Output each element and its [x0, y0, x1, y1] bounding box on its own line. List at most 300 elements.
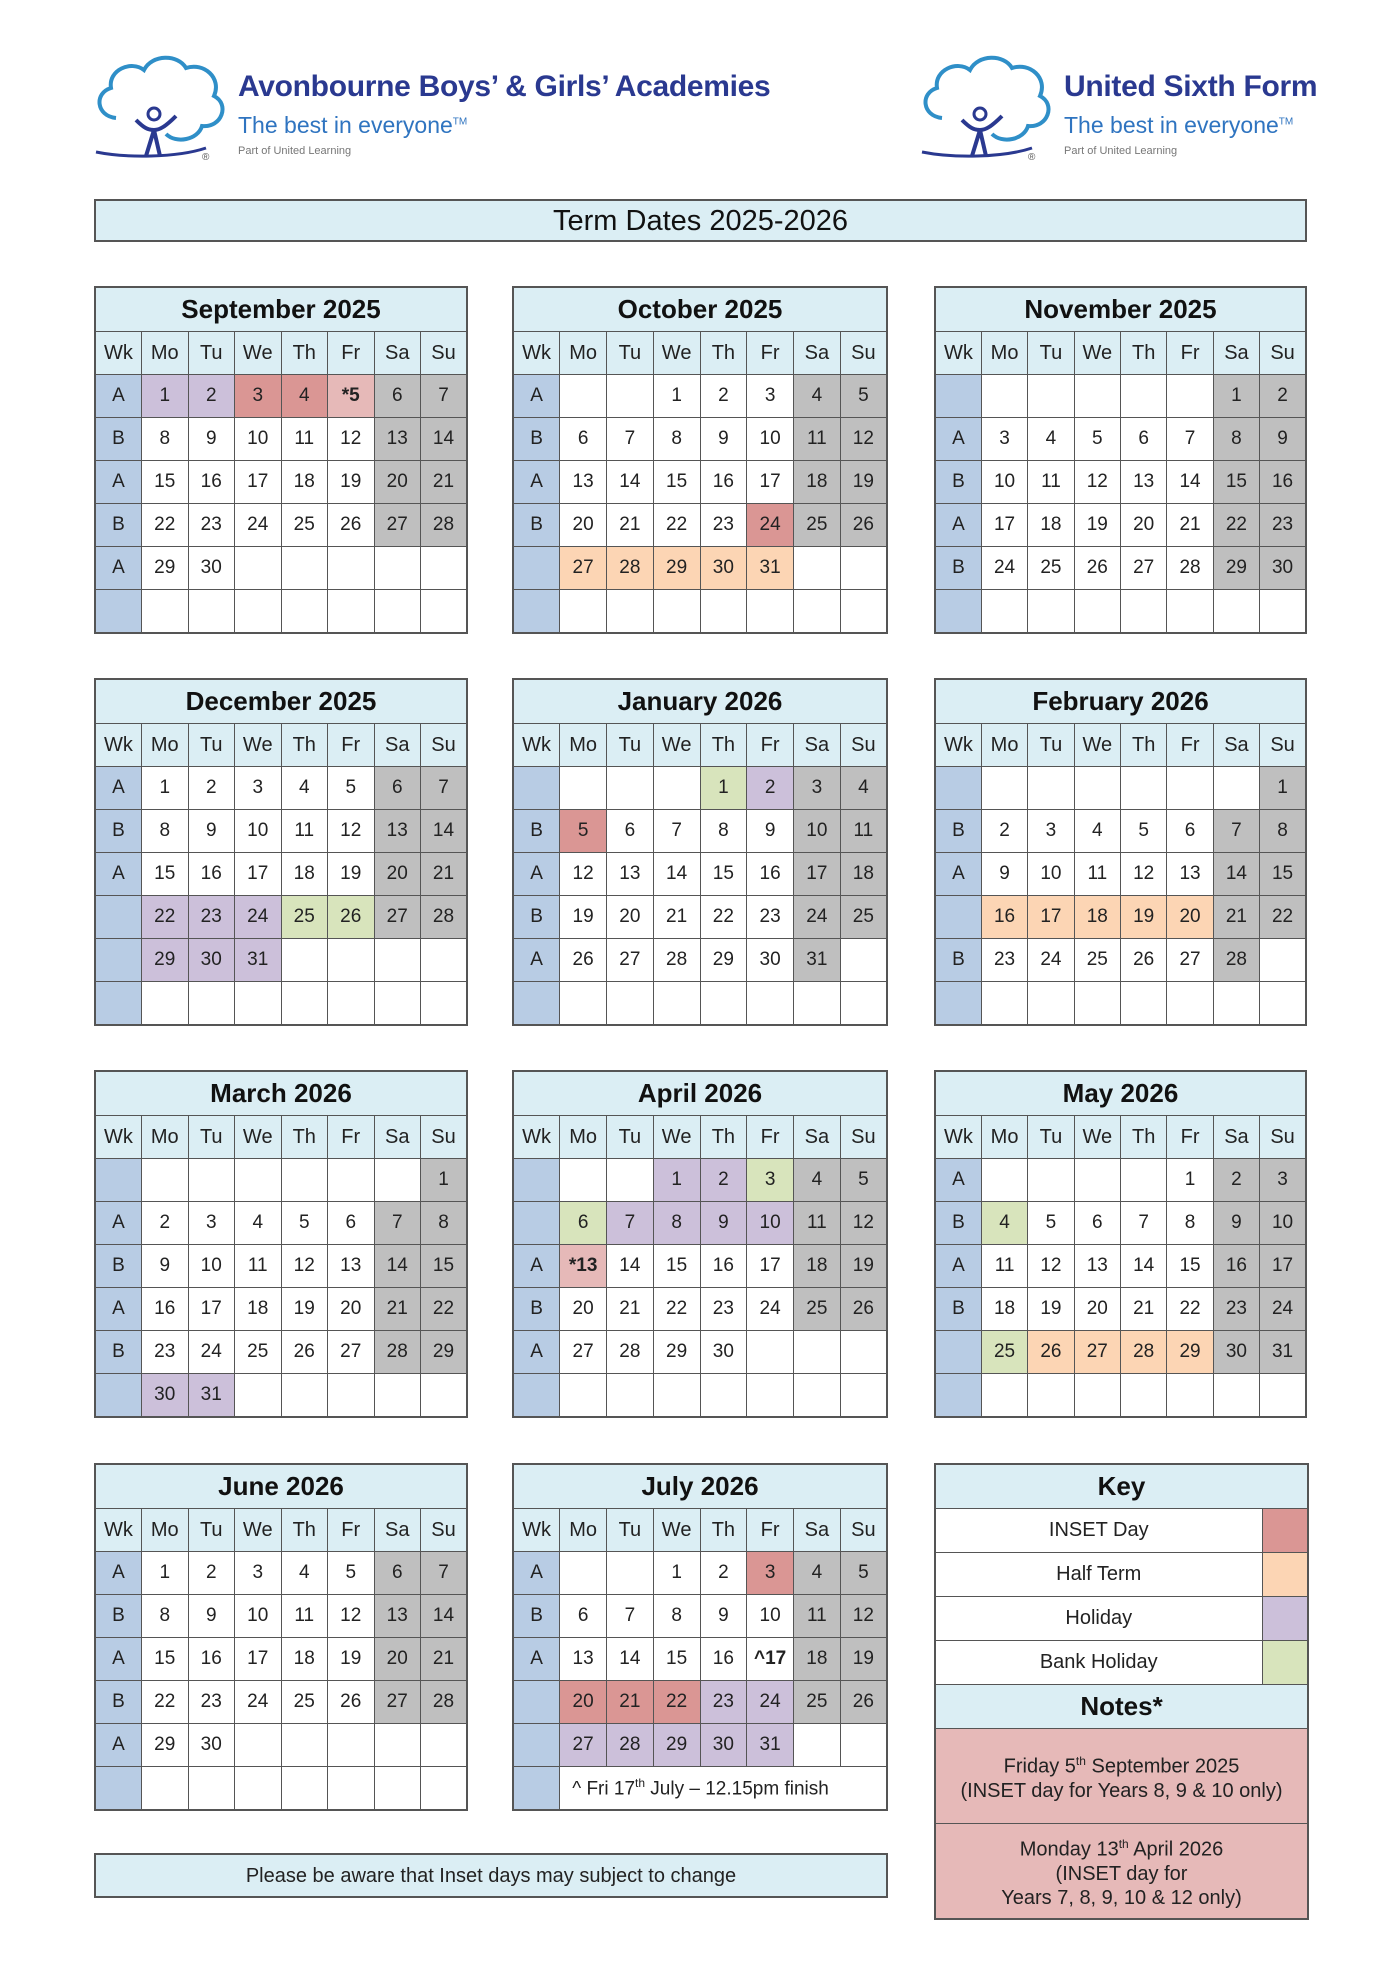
day-header: Tu	[607, 332, 654, 375]
day-cell: 2	[188, 767, 235, 810]
day-cell	[421, 1374, 468, 1418]
day-cell	[421, 939, 468, 982]
week-row	[513, 547, 887, 590]
day-header: Tu	[188, 1509, 235, 1552]
week-label: A	[95, 1552, 142, 1595]
day-cell: 14	[421, 418, 468, 461]
day-cell: 19	[840, 1245, 887, 1288]
day-cell: 11	[1074, 853, 1120, 896]
day-cell	[281, 1724, 328, 1767]
month-title: February 2026	[935, 679, 1306, 724]
day-cell: 29	[653, 547, 700, 590]
day-cell: 17	[1028, 896, 1074, 939]
day-cell: 2	[700, 1159, 747, 1202]
day-header: Tu	[607, 1116, 654, 1159]
day-cell: 5	[328, 1552, 375, 1595]
page-title: Term Dates 2025-2026	[94, 199, 1307, 242]
day-cell: 12	[328, 810, 375, 853]
day-cell	[1213, 1374, 1259, 1418]
sixth-form-name: United Sixth Form	[1064, 70, 1318, 103]
day-cell: 13	[374, 418, 421, 461]
week-label	[513, 590, 560, 634]
day-cell: 18	[794, 461, 841, 504]
week-label: B	[513, 418, 560, 461]
day-cell: 4	[794, 375, 841, 418]
day-cell: 9	[700, 1595, 747, 1638]
month-calendar	[512, 1463, 888, 1811]
day-header: Fr	[747, 724, 794, 767]
day-cell: 27	[560, 1724, 607, 1767]
week-row	[513, 767, 887, 810]
key-item	[935, 1509, 1308, 1553]
day-cell: 20	[374, 461, 421, 504]
day-cell: 8	[142, 1595, 189, 1638]
day-cell: 3	[794, 767, 841, 810]
day-cell: 19	[328, 461, 375, 504]
day-cell: 1	[1213, 375, 1259, 418]
day-header: Wk	[513, 724, 560, 767]
day-cell	[374, 590, 421, 634]
day-cell: 30	[1260, 547, 1306, 590]
day-cell: 5	[840, 375, 887, 418]
day-cell: 10	[747, 1202, 794, 1245]
day-cell: 5	[1074, 418, 1120, 461]
day-cell: 31	[188, 1374, 235, 1418]
week-row	[935, 375, 1306, 418]
day-cell: 24	[747, 504, 794, 547]
day-cell: 6	[1121, 418, 1167, 461]
day-cell	[328, 547, 375, 590]
week-row	[513, 375, 887, 418]
day-cell: 27	[374, 896, 421, 939]
day-header: Su	[840, 332, 887, 375]
day-cell	[374, 1374, 421, 1418]
week-row	[935, 504, 1306, 547]
day-cell: 3	[235, 1552, 282, 1595]
day-cell: 13	[1074, 1245, 1120, 1288]
month-calendar	[934, 286, 1307, 634]
day-cell: 14	[607, 1638, 654, 1681]
day-cell: 17	[235, 853, 282, 896]
week-row	[513, 1374, 887, 1418]
day-cell: 1	[653, 375, 700, 418]
month-title: September 2025	[95, 287, 467, 332]
day-cell	[747, 590, 794, 634]
day-header: Mo	[142, 724, 189, 767]
day-cell: 10	[235, 418, 282, 461]
day-header: Tu	[188, 332, 235, 375]
day-cell: 9	[1213, 1202, 1259, 1245]
day-cell	[1167, 1374, 1213, 1418]
day-cell: 7	[607, 1202, 654, 1245]
day-cell	[840, 1331, 887, 1374]
day-cell: 9	[142, 1245, 189, 1288]
day-header: Th	[700, 1509, 747, 1552]
day-cell: 17	[747, 1245, 794, 1288]
week-row	[95, 810, 467, 853]
day-cell: 4	[794, 1552, 841, 1595]
day-header: Fr	[328, 724, 375, 767]
day-cell	[653, 590, 700, 634]
day-cell: 24	[1028, 939, 1074, 982]
notes-title: Notes*	[935, 1685, 1308, 1729]
month-title: May 2026	[935, 1071, 1306, 1116]
day-cell: 30	[188, 939, 235, 982]
day-cell: 17	[981, 504, 1027, 547]
day-cell: 23	[188, 1681, 235, 1724]
week-row	[95, 590, 467, 634]
day-cell	[421, 590, 468, 634]
day-cell	[607, 1159, 654, 1202]
key-swatch	[1262, 1553, 1308, 1597]
day-cell: 17	[794, 853, 841, 896]
month-title: June 2026	[95, 1464, 467, 1509]
day-header: Th	[1121, 332, 1167, 375]
week-label: A	[935, 1159, 981, 1202]
day-cell: 4	[794, 1159, 841, 1202]
day-cell: 20	[1167, 896, 1213, 939]
day-cell	[1074, 590, 1120, 634]
day-header: Wk	[513, 1116, 560, 1159]
week-label: B	[95, 810, 142, 853]
day-cell	[1260, 939, 1306, 982]
day-cell	[560, 982, 607, 1026]
day-cell: 26	[328, 896, 375, 939]
day-cell: 21	[1121, 1288, 1167, 1331]
day-cell: 16	[700, 1638, 747, 1681]
day-cell	[281, 1159, 328, 1202]
day-cell: 11	[981, 1245, 1027, 1288]
day-header: We	[653, 724, 700, 767]
day-header: Su	[421, 724, 468, 767]
day-cell	[374, 982, 421, 1026]
day-cell	[607, 1374, 654, 1418]
day-cell: 25	[981, 1331, 1027, 1374]
day-header: Tu	[1028, 332, 1074, 375]
day-cell: 24	[1260, 1288, 1306, 1331]
day-cell	[607, 767, 654, 810]
day-header: Tu	[607, 724, 654, 767]
day-cell: 27	[607, 939, 654, 982]
day-cell: 8	[142, 810, 189, 853]
day-cell: 1	[421, 1159, 468, 1202]
day-cell	[1074, 1374, 1120, 1418]
day-cell	[188, 1159, 235, 1202]
week-label: A	[513, 461, 560, 504]
day-cell: 28	[607, 1724, 654, 1767]
day-cell: 6	[560, 418, 607, 461]
day-header: Fr	[1167, 332, 1213, 375]
day-cell: *13	[560, 1245, 607, 1288]
week-row	[935, 767, 1306, 810]
day-cell: 27	[374, 1681, 421, 1724]
day-cell: 16	[700, 461, 747, 504]
week-label: A	[935, 418, 981, 461]
day-cell	[1213, 982, 1259, 1026]
day-header: Su	[421, 1509, 468, 1552]
week-row	[95, 1552, 467, 1595]
week-label: B	[95, 418, 142, 461]
day-cell: 21	[607, 1288, 654, 1331]
day-cell: 1	[653, 1552, 700, 1595]
day-header: Sa	[374, 724, 421, 767]
tagline: The best in everyone™	[238, 112, 468, 138]
day-cell: 24	[188, 1331, 235, 1374]
day-cell	[421, 547, 468, 590]
week-row	[513, 1245, 887, 1288]
day-cell: 15	[142, 853, 189, 896]
day-cell: 9	[188, 418, 235, 461]
day-cell: 23	[188, 896, 235, 939]
day-cell	[1121, 590, 1167, 634]
week-label	[935, 375, 981, 418]
day-header: Su	[840, 1509, 887, 1552]
day-cell	[747, 1374, 794, 1418]
day-cell: 8	[142, 418, 189, 461]
day-cell: 7	[1121, 1202, 1167, 1245]
day-cell: 8	[653, 418, 700, 461]
week-row	[95, 853, 467, 896]
week-row	[935, 1331, 1306, 1374]
day-cell: 14	[1121, 1245, 1167, 1288]
day-cell: 19	[328, 853, 375, 896]
week-label: A	[95, 1638, 142, 1681]
day-header: Wk	[513, 332, 560, 375]
day-cell	[840, 982, 887, 1026]
week-row	[935, 1245, 1306, 1288]
day-cell: 11	[281, 810, 328, 853]
day-header: Fr	[328, 1116, 375, 1159]
day-cell: 20	[1121, 504, 1167, 547]
day-header: Su	[421, 1116, 468, 1159]
day-cell: 26	[1121, 939, 1167, 982]
day-cell: 31	[747, 1724, 794, 1767]
day-cell	[328, 1767, 375, 1811]
day-cell: 30	[188, 547, 235, 590]
day-cell: 7	[1167, 418, 1213, 461]
day-header: Su	[840, 1116, 887, 1159]
day-cell: 3	[235, 767, 282, 810]
week-label: B	[935, 547, 981, 590]
day-cell: 2	[188, 375, 235, 418]
day-header: Sa	[794, 332, 841, 375]
day-header: Mo	[981, 332, 1027, 375]
day-cell: 10	[981, 461, 1027, 504]
day-cell	[142, 590, 189, 634]
day-cell: 13	[1121, 461, 1167, 504]
day-cell: 24	[235, 504, 282, 547]
day-cell: 28	[421, 1681, 468, 1724]
day-cell: 21	[1167, 504, 1213, 547]
week-label	[513, 1202, 560, 1245]
day-cell: 15	[1167, 1245, 1213, 1288]
day-cell	[1121, 982, 1167, 1026]
day-cell: 24	[235, 896, 282, 939]
day-cell: 14	[607, 461, 654, 504]
day-cell	[560, 375, 607, 418]
day-cell	[607, 982, 654, 1026]
day-cell: 20	[328, 1288, 375, 1331]
svg-text:®: ®	[1028, 152, 1036, 163]
day-cell: 23	[1260, 504, 1306, 547]
month-calendar	[94, 1463, 468, 1811]
day-cell: 22	[700, 896, 747, 939]
day-cell: 25	[794, 504, 841, 547]
day-cell	[421, 982, 468, 1026]
day-cell: 29	[653, 1724, 700, 1767]
day-header: Su	[1260, 1116, 1306, 1159]
day-cell	[607, 590, 654, 634]
key-table	[934, 1463, 1309, 1920]
day-cell	[653, 982, 700, 1026]
day-cell: 1	[1260, 767, 1306, 810]
day-cell: 18	[981, 1288, 1027, 1331]
day-cell: 18	[281, 853, 328, 896]
day-cell: 9	[747, 810, 794, 853]
week-label: A	[513, 939, 560, 982]
day-cell: 16	[1213, 1245, 1259, 1288]
day-header: Th	[281, 1509, 328, 1552]
day-header: Wk	[95, 332, 142, 375]
day-cell: 11	[794, 1202, 841, 1245]
day-cell: 14	[374, 1245, 421, 1288]
day-cell: 25	[794, 1288, 841, 1331]
day-cell: 20	[560, 1288, 607, 1331]
day-cell: 2	[700, 375, 747, 418]
day-cell: 31	[794, 939, 841, 982]
day-cell	[235, 1724, 282, 1767]
day-cell: 28	[607, 547, 654, 590]
day-cell: 18	[794, 1638, 841, 1681]
day-cell: 8	[1260, 810, 1306, 853]
day-header: Sa	[1213, 724, 1259, 767]
day-cell: 6	[560, 1202, 607, 1245]
day-cell: 5	[1121, 810, 1167, 853]
day-header: Mo	[142, 1116, 189, 1159]
day-cell: 8	[1167, 1202, 1213, 1245]
week-label: A	[95, 853, 142, 896]
day-cell: 11	[794, 1595, 841, 1638]
day-cell: 12	[840, 1202, 887, 1245]
day-cell: 10	[188, 1245, 235, 1288]
day-cell	[235, 1767, 282, 1811]
day-cell: 5	[840, 1552, 887, 1595]
day-cell: 4	[840, 767, 887, 810]
week-row	[95, 1202, 467, 1245]
day-header: Sa	[374, 1509, 421, 1552]
day-cell: 26	[840, 1288, 887, 1331]
week-label	[95, 1159, 142, 1202]
day-cell	[747, 982, 794, 1026]
day-cell	[1028, 767, 1074, 810]
month-title: December 2025	[95, 679, 467, 724]
day-cell: 17	[235, 461, 282, 504]
day-cell: 1	[1167, 1159, 1213, 1202]
week-row	[935, 547, 1306, 590]
day-cell: 15	[1213, 461, 1259, 504]
day-cell	[235, 1159, 282, 1202]
key-swatch	[1262, 1597, 1308, 1641]
day-cell	[1260, 982, 1306, 1026]
week-label: B	[935, 1202, 981, 1245]
day-cell: 13	[374, 810, 421, 853]
day-cell: 24	[747, 1681, 794, 1724]
day-cell	[142, 1767, 189, 1811]
day-cell: 23	[700, 504, 747, 547]
day-cell: 2	[142, 1202, 189, 1245]
day-header: Mo	[142, 332, 189, 375]
week-row	[935, 418, 1306, 461]
day-cell: 6	[374, 1552, 421, 1595]
day-header: Fr	[747, 332, 794, 375]
day-cell: 29	[653, 1331, 700, 1374]
day-cell: 6	[328, 1202, 375, 1245]
month-calendar	[934, 678, 1307, 1026]
day-cell	[1167, 767, 1213, 810]
day-cell: 15	[653, 461, 700, 504]
day-cell: 24	[981, 547, 1027, 590]
week-row	[95, 1767, 467, 1811]
day-cell	[374, 1767, 421, 1811]
inset-change-notice: Please be aware that Inset days may subject to change	[94, 1853, 888, 1898]
day-cell: 2	[1260, 375, 1306, 418]
week-row	[513, 461, 887, 504]
key-label: Holiday	[935, 1597, 1262, 1641]
day-header: Wk	[935, 332, 981, 375]
day-cell: 31	[747, 547, 794, 590]
day-cell: 20	[374, 853, 421, 896]
day-cell	[981, 767, 1027, 810]
week-label	[95, 982, 142, 1026]
day-cell	[374, 1159, 421, 1202]
day-header: Th	[1121, 1116, 1167, 1159]
day-cell	[700, 590, 747, 634]
day-cell: 14	[1213, 853, 1259, 896]
day-header: We	[235, 724, 282, 767]
month-calendar	[512, 678, 888, 1026]
day-cell	[1260, 1374, 1306, 1418]
day-cell: 9	[188, 810, 235, 853]
day-header: We	[1074, 724, 1120, 767]
day-header: Wk	[95, 1116, 142, 1159]
day-cell	[1121, 1374, 1167, 1418]
tree-logo-icon	[86, 48, 236, 168]
day-cell	[281, 1374, 328, 1418]
note-2: Monday 13th April 2026 (INSET day for Years 7, 8, 9, 10 & 12 only)	[935, 1824, 1308, 1920]
day-cell: 2	[1213, 1159, 1259, 1202]
day-cell: 1	[142, 375, 189, 418]
day-cell: 23	[188, 504, 235, 547]
day-cell: 5	[560, 810, 607, 853]
day-cell: 18	[281, 461, 328, 504]
day-cell: 23	[700, 1681, 747, 1724]
day-cell: 11	[235, 1245, 282, 1288]
week-label: B	[95, 1331, 142, 1374]
day-cell: 1	[142, 767, 189, 810]
week-label: A	[513, 375, 560, 418]
day-cell: 14	[1167, 461, 1213, 504]
day-cell	[328, 1374, 375, 1418]
day-cell: 8	[700, 810, 747, 853]
day-cell: 1	[653, 1159, 700, 1202]
day-cell: 4	[981, 1202, 1027, 1245]
day-cell	[281, 590, 328, 634]
day-cell	[794, 1331, 841, 1374]
day-cell: 14	[421, 810, 468, 853]
day-cell: 12	[328, 418, 375, 461]
day-cell: ^17	[747, 1638, 794, 1681]
day-cell	[328, 590, 375, 634]
